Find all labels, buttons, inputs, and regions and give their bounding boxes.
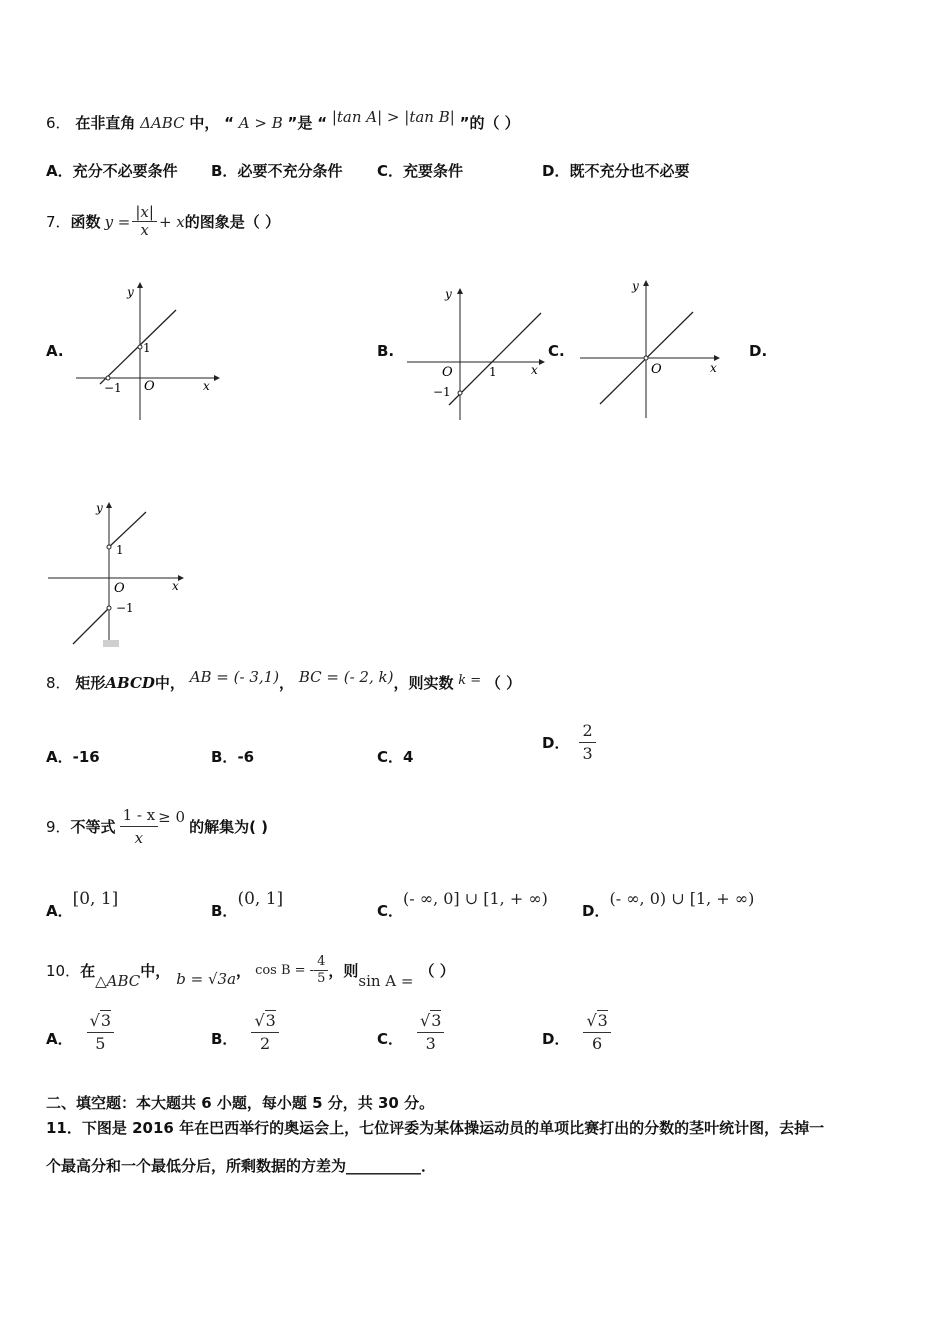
question-number: 9． (46, 818, 71, 836)
fraction-denominator: 3 (582, 744, 593, 763)
stem-text: ”是 (287, 114, 313, 132)
tick-label-1: 1 (116, 543, 124, 557)
question-7-option-a[interactable]: A. (46, 342, 64, 360)
option-text: 充要条件 (403, 162, 464, 180)
fraction-denominator: x (134, 829, 144, 847)
axis-y-label: y (96, 501, 103, 515)
option-letter: C． (377, 1030, 404, 1048)
fraction-denominator: x (140, 221, 149, 239)
axis-y-label: y (127, 285, 134, 299)
question-9-option-d[interactable] (582, 888, 755, 920)
stem-text: 不等式 (70, 818, 116, 836)
axis-x-label: x (172, 579, 179, 593)
stem-text: （ ） (485, 674, 522, 692)
option-text: 充分不必要条件 (72, 162, 178, 180)
graph-c (578, 278, 728, 423)
stem-text: ，则实数 (393, 674, 454, 692)
fraction (314, 954, 328, 987)
question-number: 7． (46, 213, 71, 231)
origin-label: O (144, 379, 155, 394)
question-10-option-b[interactable] (211, 1010, 279, 1055)
origin-label: O (651, 362, 662, 377)
option-math: (- ∞, 0] ∪ [1, + ∞) (403, 889, 548, 908)
fraction-numerator: √3 (417, 1010, 444, 1033)
question-10-stem (46, 954, 455, 990)
section-heading: 二、填空题：本大题共 6 小题，每小题 5 分，共 30 分。 (46, 1094, 435, 1112)
stem-text: 在非直角 (75, 114, 136, 132)
math-k: k = (458, 673, 482, 688)
question-10-option-a[interactable] (46, 1010, 114, 1055)
math-cos: cos B = - (255, 963, 315, 978)
stem-text: 中， (189, 114, 220, 132)
graph-a (72, 280, 222, 425)
sqrt-radicand: 3 (431, 1011, 442, 1030)
tick-label-neg1: −1 (104, 381, 122, 395)
sqrt-radicand: 3 (597, 1011, 608, 1030)
question-6-option-a[interactable] (46, 160, 178, 181)
question-7-option-c[interactable]: C. (548, 342, 565, 360)
question-6-option-b[interactable] (211, 160, 342, 181)
axis-x-label: x (203, 379, 210, 393)
question-6-option-c[interactable] (377, 160, 463, 181)
question-9-option-b[interactable] (211, 888, 284, 920)
axis-x-label: x (710, 361, 717, 375)
question-10-option-c[interactable] (377, 1010, 444, 1055)
math-condition-1: A > B (238, 114, 283, 132)
question-8-stem (46, 668, 522, 693)
question-10-option-d[interactable] (542, 1010, 611, 1055)
stem-text: 中， (140, 962, 171, 980)
question-9-option-c[interactable] (377, 888, 548, 920)
tick-label-1: 1 (489, 365, 497, 379)
option-letter: B． (211, 162, 238, 180)
question-8-option-d[interactable] (542, 720, 596, 765)
option-letter: A． (46, 748, 73, 766)
option-text: 既不充分也不必要 (569, 162, 690, 180)
option-letter: C． (377, 162, 404, 180)
fraction-numerator: 4 (314, 954, 328, 971)
option-math: [0, 1] (72, 889, 119, 909)
fraction (417, 1010, 444, 1055)
graph-d (46, 498, 196, 653)
math-vector-bc: BC = (- 2, k) (298, 668, 394, 686)
fraction-numerator: √3 (583, 1010, 610, 1033)
option-letter: B． (211, 748, 238, 766)
sqrt-radicand: 3 (100, 1011, 111, 1030)
fraction-numerator: 2 (579, 720, 595, 743)
question-6-option-d[interactable] (542, 160, 689, 181)
option-letter: B． (211, 902, 238, 920)
math-b: b = √3a (176, 969, 237, 988)
stem-text: 在 (80, 962, 96, 980)
stem-name: ABCD (105, 674, 155, 692)
sqrt-radicand: 3 (265, 1011, 276, 1030)
fraction (583, 1010, 610, 1055)
stem-text: 中， (154, 674, 185, 692)
fraction (120, 804, 159, 849)
tick-label-neg1: −1 (116, 601, 134, 615)
fraction-denominator: 5 (95, 1034, 106, 1053)
option-text: -6 (237, 748, 255, 766)
option-text: 4 (403, 748, 414, 766)
option-letter: D． (542, 1030, 570, 1048)
math-vector-ab: AB = (- 3,1) (189, 668, 280, 686)
fraction (579, 720, 595, 765)
stem-text: ，则 (328, 962, 359, 980)
fraction-denominator: 5 (317, 971, 326, 986)
origin-label: O (114, 581, 125, 596)
option-math: (0, 1] (237, 889, 284, 909)
separator: ， (236, 962, 252, 980)
question-11-line-2: 个最高分和一个最低分后，所剩数据的方差为__________． (46, 1157, 437, 1175)
stem-text: 的图象是（ ） (184, 213, 280, 231)
stem-text: 的解集为( ) (189, 818, 268, 836)
quote-mark: “ (224, 114, 235, 132)
quote-mark: “ (317, 114, 328, 132)
math-triangle: △ABC (95, 971, 141, 990)
option-letter: A． (46, 902, 73, 920)
option-letter: C． (377, 902, 404, 920)
math-tail: ≥ 0 (158, 807, 186, 826)
graph-b (403, 280, 553, 425)
tick-label-neg1: −1 (433, 385, 451, 399)
fraction (132, 204, 157, 239)
question-8-option-c[interactable] (377, 746, 413, 767)
question-7-stem (46, 204, 280, 239)
tick-label-1: 1 (143, 341, 151, 355)
option-letter: D． (542, 162, 570, 180)
question-8-option-a[interactable] (46, 746, 100, 767)
stem-text: 矩形 (75, 674, 106, 692)
separator: ， (279, 674, 295, 692)
option-math: (- ∞, 0) ∪ [1, + ∞) (609, 889, 755, 908)
axis-y-label: y (632, 279, 639, 293)
fraction-numerator: √3 (251, 1010, 278, 1033)
axis-y-label: y (445, 287, 452, 301)
stem-text: ”的（ ） (459, 114, 520, 132)
option-letter: D． (582, 902, 610, 920)
option-letter: A． (46, 162, 73, 180)
fraction (87, 1010, 114, 1055)
fraction (251, 1010, 278, 1055)
option-text: 必要不充分条件 (237, 162, 343, 180)
question-7-option-d[interactable]: D. (749, 342, 768, 360)
fraction-numerator: |x| (132, 204, 157, 222)
question-number: 10． (46, 962, 81, 980)
option-letter: D． (542, 734, 570, 752)
question-11-line-1: 11．下图是 2016 年在巴西举行的奥运会上，七位评委为某体操运动员的单项比赛打出的分数的茎叶统计图，去掉一 (46, 1119, 825, 1137)
stem-text: 函数 (70, 213, 101, 231)
question-9-stem (46, 804, 268, 849)
option-letter: A． (46, 1030, 73, 1048)
question-6-stem (46, 108, 520, 133)
fraction-denominator: 2 (260, 1034, 271, 1053)
fraction-denominator: 3 (425, 1034, 436, 1053)
math-tail: + x (158, 212, 185, 231)
option-letter: B． (211, 1030, 238, 1048)
math-sin: sin A = (358, 971, 414, 990)
math-lhs: y = (104, 212, 131, 231)
math-triangle: ΔABC (140, 114, 185, 132)
fraction-numerator: 1 - x (120, 804, 159, 827)
math-condition-2: |tan A| > |tan B| (331, 108, 455, 126)
option-text: -16 (72, 748, 100, 766)
question-7-option-b[interactable]: B. (377, 342, 395, 360)
axis-x-label: x (531, 363, 538, 377)
origin-label: O (442, 365, 453, 380)
question-9-option-a[interactable] (46, 888, 119, 920)
stem-text: （ ） (419, 962, 455, 980)
fraction-numerator: √3 (87, 1010, 114, 1033)
question-number: 8． (46, 674, 71, 692)
question-8-option-b[interactable] (211, 746, 254, 767)
question-number: 6． (46, 114, 71, 132)
option-letter: C． (377, 748, 404, 766)
fraction-denominator: 6 (592, 1034, 603, 1053)
